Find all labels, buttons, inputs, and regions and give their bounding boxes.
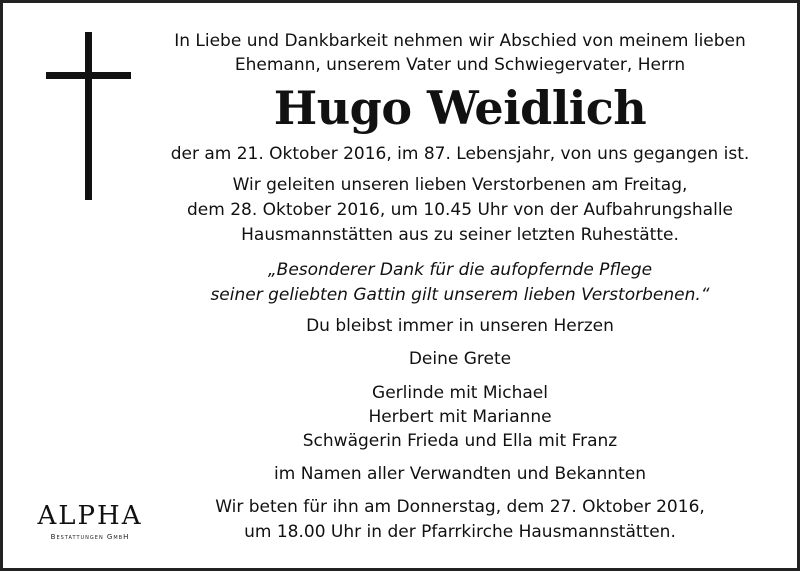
logo-wordmark: ALPHA [37, 501, 143, 531]
motto: Du bleibst immer in unseren Herzen [306, 316, 614, 336]
family-line-1: Gerlinde mit Michael [372, 383, 548, 403]
death-line: der am 21. Oktober 2016, im 87. Lebensjahr, von uns gegangen ist. [170, 144, 750, 164]
intro-line-2: Ehemann, unserem Vater und Schwiegervater, Herrn [234, 55, 686, 75]
cross-horizontal-bar [46, 72, 131, 79]
funeral-line-1: Wir geleiten unseren lieben Verstorbenen am Freitag, [232, 175, 688, 195]
family-line-2: Herbert mit Marianne [368, 407, 552, 427]
funeral-line-2: dem 28. Oktober 2016, um 10.45 Uhr von der Aufbahrungshalle [186, 200, 734, 220]
thanks-line-1: „Besonderer Dank für die aufopfernde Pflege [267, 260, 653, 280]
cross-vertical-bar [85, 32, 92, 200]
funeral-home-logo [28, 501, 152, 541]
intro-line-1: In Liebe und Dankbarkeit nehmen wir Abschied von meinem lieben [174, 31, 746, 51]
deceased-name: Hugo Weidlich [273, 81, 647, 135]
prayer-line-1: Wir beten für ihn am Donnerstag, dem 27. Oktober 2016, [215, 497, 705, 517]
thanks-line-2: seiner geliebten Gattin gilt unserem lieben Verstorbenen.“ [210, 285, 710, 305]
relatives-line: im Namen aller Verwandten und Bekannten [274, 464, 646, 484]
prayer-line-2: um 18.00 Uhr in der Pfarrkirche Hausmannstätten. [244, 522, 676, 542]
funeral-line-3: Hausmannstätten aus zu seiner letzten Ruhestätte. [241, 225, 679, 245]
spouse: Deine Grete [408, 349, 512, 369]
family-line-3: Schwägerin Frieda und Ella mit Franz [302, 431, 618, 451]
logo-subtitle: Bestattungen GmbH [50, 533, 130, 541]
